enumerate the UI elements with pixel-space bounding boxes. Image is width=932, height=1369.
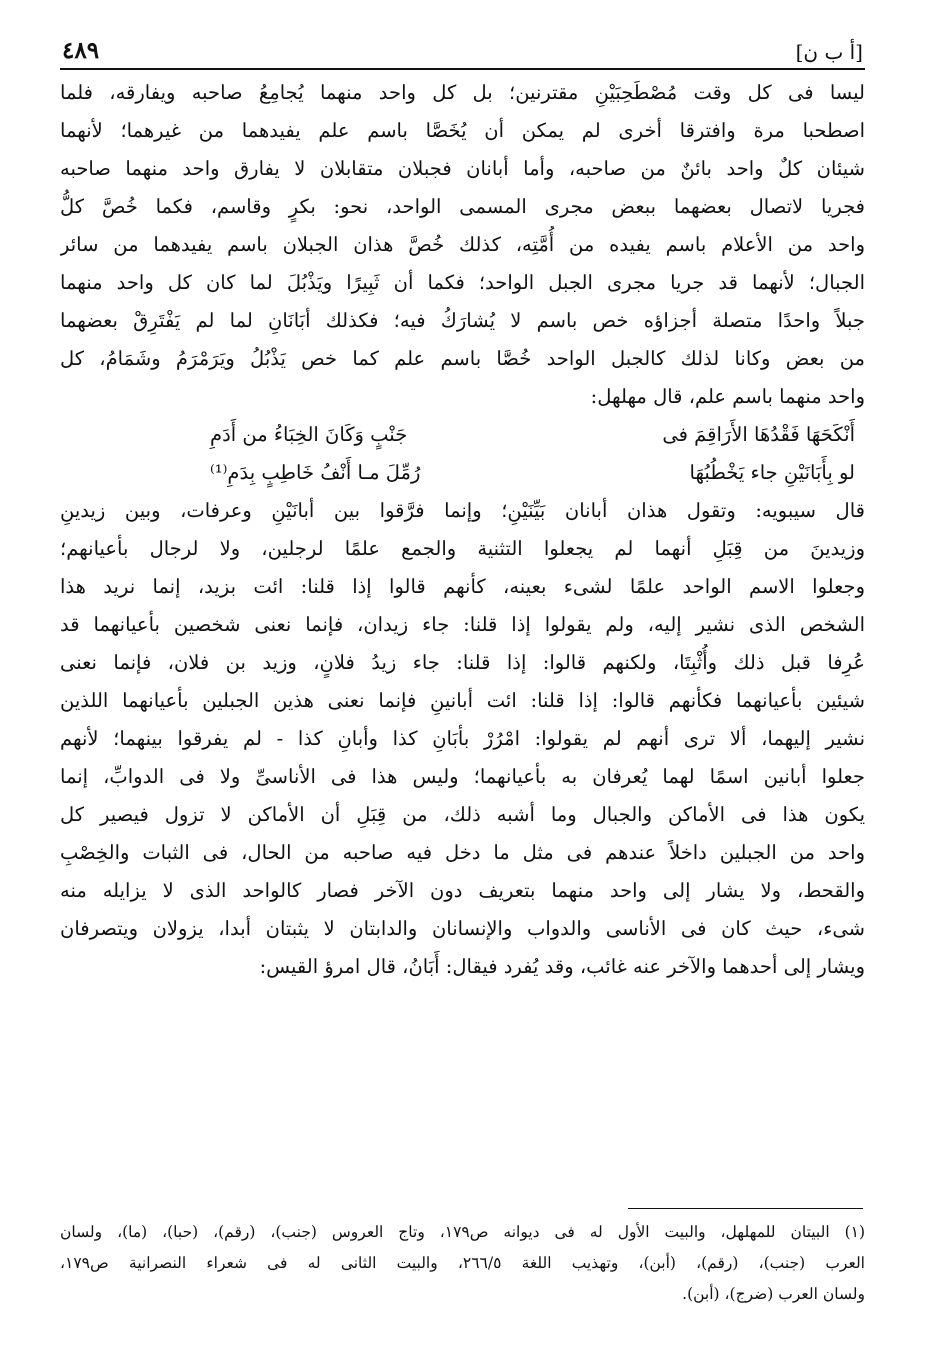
poem-verse (60, 454, 865, 492)
text-line: قال سيبويه: وتقول هذان أبانان بَيِّنَيْنِ؛ وإنما فرَّقوا بين أبانَيْنِ وعرفات، وبين زيدينِ (60, 499, 865, 522)
running-header (60, 28, 865, 70)
text-line: جعلوا أبانين اسمًا لهما يُعرفان به بأعيانهما؛ وليس هذا فى الأناسىِّ ولا فى الدوابِّ، إنما (60, 765, 865, 788)
text-line: عُرِفا قبل ذلك وأُثْبِتَا، ولكنهم قالوا: إذا قلنا: جاء زيدُ فلانٍ، وزيد بن فلان، فإنما نعنى (60, 651, 865, 674)
poem-verse (60, 416, 865, 454)
footnote-line: (١) البيتان للمهلهل، والبيت الأول له فى ديوانه ص١٧٩، وتاج العروس (جنب)، (رقم)، (حبا)، (ما)، ولسان (60, 1223, 865, 1241)
verse-second-hemistich: جَنْبٍ وَكَانَ الخِبَاءُ من أَدَمِ (210, 423, 408, 446)
text-line: الجبال؛ لأنهما قد جريا مجرى الجبل الواحد؛ فكما أن ثَبِيرًا ويَذْبُلَ لما كان كل واحد منهما (60, 271, 865, 294)
text-line: والقحط، ولا يشار إلى واحد منهما بتعريف دون الآخر فصار كالواحد الذى لا يزايله منه (60, 879, 865, 902)
verse-first-hemistich: أَنْكَحَهَا فَقْدُهَا الأَرَاقِمَ فى (662, 423, 855, 446)
text-line: شيئان كلٌ واحد بائنٌ من صاحبه، وأما أبانان فجبلان متقابلان لا يفارق واحد منهما صاحبه (60, 157, 865, 180)
text-line: شىء، حيث كان فى الأناسى والدواب والإنسانان والدابتان لا يثبتان أبدا، يزولان ويتصرفان (60, 917, 865, 940)
footnote-line: العرب (جنب)، (رقم)، (أبن)، وتهذيب اللغة ٢٦٦/٥، والبيت الثانى له فى شعراء النصرانية ص١٧٩، (60, 1254, 865, 1272)
text-line: الشخص الذى نشير إليه، ولم يقولوا إذا قلنا: جاء زيدان، فإنما نعنى شخصين بأعيانهما قد (60, 613, 865, 636)
text-line: وزيدينَ من قِبَلِ أنهما لم يجعلوا التثنية والجمع علمًا لرجلين، ولا لرجال بأعيانهم؛ (60, 537, 865, 560)
text-line: جبلاً واحدًا متصلة أجزاؤه خص باسم لا يُشارَكُ فيه؛ فكذلك أبَانَانِ لما لم يَفْتَرِقْ بعضهما (60, 309, 865, 332)
verse-second-hemistich: رُمِّلَ مـا أَنْفُ خَاطِبٍ بِدَمِ⁽¹⁾ (210, 461, 421, 484)
text-line: ويشار إلى أحدهما والآخر عنه غائب، وقد يُفرد فيقال: أَبَانُ، قال امرؤ القيس: (259, 955, 865, 978)
text-line: من بعض وكانا لذلك كالجبل الواحد خُصَّا باسم علم كما خص يَذْبُلُ ويَرَمْرَمُ وشَمَامُ، كل (60, 347, 865, 370)
footnotes (60, 1208, 865, 1310)
text-line: وجعلوا الاسم الواحد علمًا لشىء بعينه، كأنهم قالوا إذا قلنا: ائت بزيد، إنما نريد هذا (60, 575, 865, 598)
page-number: ٤٨٩ (62, 37, 100, 64)
text-line: واحد من الأعلام باسم يفيده من أُمَّتِه، كذلك خُصَّ هذان الجبلان باسم يفيدهما من سائر (60, 233, 865, 256)
text-line: يكون هذا فى الأماكن والجبال وما أشبه ذلك، من قِبَلِ أن الأماكن لا تزول فيصير كل (60, 803, 865, 826)
text-line: فجريا لاتصال بعضهما ببعض مجرى المسمى الواحد، نحو: بكرٍ وقاسم، فكما خُصَّ كلُّ (60, 195, 865, 218)
verse-first-hemistich: لو بِأَبَانَيْنِ جاء يَخْطُبُهَا (689, 461, 855, 484)
body-text (60, 74, 865, 986)
footnote-line: ولسان العرب (ضرج)، (أبن). (682, 1285, 865, 1303)
text-line: نشير إليهما، ألا ترى أنهم لم يقولوا: امْرُرْ بأبَانِ كذا وأبانِ كذا - لم يفرقوا بينهما؛ لأنهم (60, 727, 865, 750)
page (60, 28, 865, 986)
text-line: اصطحبا مرة وافترقا أخرى لم يمكن أن يُخَصَّا باسم علم يفيدهما من غيرهما؛ لأنهما (60, 119, 865, 142)
text-line: شيئين بأعيانهما فكأنهم قالوا: إذا قلنا: ائت أبانينِ فإنما نعنى هذين الجبلين بأعيانهما اللذين (60, 689, 865, 712)
footnote-divider (628, 1208, 863, 1209)
text-line: واحد منهما باسم علم، قال مهلهل: (590, 385, 865, 408)
text-line: ليسا فى كل وقت مُصْطَحِبَيْنِ مقترنين؛ بل كل واحد منهما يُجامِعُ صاحبه ويفارقه، فلما (60, 81, 865, 104)
text-line: واحد من الجبلين داخلاً عندهم فى مثل ما دخل فيه صاحبه من الحال، فى الثبات والخِصْبِ (60, 841, 865, 864)
section-tag: [أ ب ن] (795, 40, 863, 64)
